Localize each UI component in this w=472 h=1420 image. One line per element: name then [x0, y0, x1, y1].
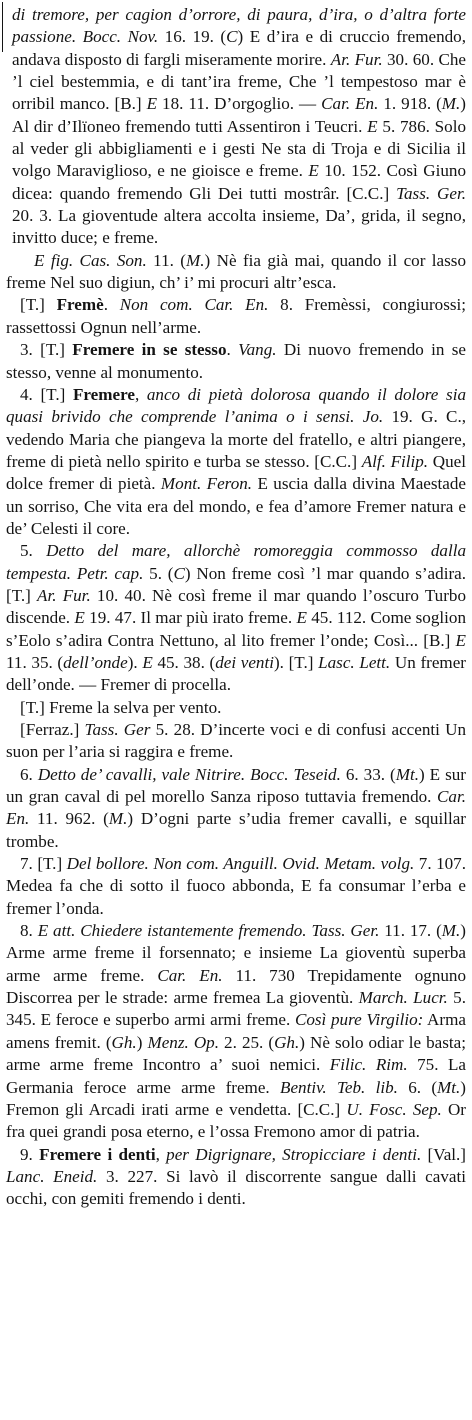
- entry-selva: [T.] Freme la selva per vento.: [20, 697, 222, 717]
- entry-sense-4: 4. [T.] Fremere, anco di pietà dolorosa quando il dolore sia quasi brivido che comprende l’anima o i sensi. Jo. 19. G. C., vedendo Maria che piangeva la morte del fratello, e altri piangere, freme di pietà nello spirito e turba se stesso. [C.C.] Alf. Filip. Quel dolce fremer di pietà. Mont. Feron. E uscia dalla divina Maestade un sorriso, Che vita era del mondo, e fea d’amore Fremer natura e de’ Celesti il core.: [6, 384, 466, 538]
- entry-continuation: di tremore, per cagion d’orrore, di paura, d’ira, o d’altra forte passione. Bocc. Nov. 16. 19. (C) E d’ira e di cruccio fremendo, andava disposto di fargli miseramente morire. Ar. Fur. 30. 60. Che ’l ciel bestemmia, e di tant’ira freme, Che ’l tempestoso mar è orribil manco. [B.] E 18. 11. D’orgoglio. — Car. En. 1. 918. (M.) Al dir d’Ilïoneo fremendo tutti Assentiron i Teucri. E 5. 786. Solo al veder gli abbigliamenti e i gesti Ne sta di Troja e di Sicilia il volgo Maraviglioso, e ne gioisce e freme. E 10. 152. Così Giuno dicea: quando fremendo Gli Dei tutti mostrâr. [C.C.] Tass. Ger. 20. 3. La gioventude altera accolta insieme, Da’, grida, il segno, invitto duce; e freme.: [12, 5, 467, 248]
- entry-sense-6: 6. Detto de’ cavalli, vale Nitrire. Bocc. Teseid. 6. 33. (Mt.) E sur un gran caval di pel morello Sanza riposo tuttavia fremendo. Car. En. 11. 962. (M.) D’ogni parte s’udia fremer cavalli, e squillar trombe.: [6, 764, 467, 851]
- entry-sense-5: 5. Detto del mare, allorchè romoreggia commosso dalla tempesta. Petr. cap. 5. (C) Non freme così ’l mar quando s’adira. [T.] Ar. Fur. 10. 40. Nè così freme il mar quando l’oscuro Turbo discende. E 19. 47. Il mar più irato freme. E 45. 112. Come soglion s’Eolo s’adira Contra Nettuno, al lito fremer l’onde; Così... [B.] E 11. 35. (dell’onde). E 45. 38. (dei venti). [T.] Lasc. Lett. Un fremer dell’onde. — Fremer di procella.: [6, 541, 466, 695]
- entry-figurative: E fig. Cas. Son. 11. (M.) Nè fia già mai, quando il cor lasso freme Nel suo digiun, ch’ i’ mi procuri altr’esca.: [6, 250, 466, 293]
- entry-sense-8: 8. E att. Chiedere istantemente fremendo. Tass. Ger. 11. 17. (M.) Arme arme freme il forsennato; e insieme La gioventù superba arme arme freme. Car. En. 11. 730 Trepidamente ognuno Discorrea per le strade: arme fremea La gioventù. March. Lucr. 5. 345. E feroce e superbo armi armi freme. Così pure Virgilio: Arma amens fremit. (Gh.) Menz. Op. 2. 25. (Gh.) Nè solo odiar le basta; arme arme freme Incontro a’ suoi nemici. Filic. Rim. 75. La Germania feroce arme arme freme. Bentiv. Teb. lib. 6. (Mt.) Fremon gli Arcadi irati arme e vendetta. [C.C.] U. Fosc. Sep. Or fra quei grandi posa eterno, e l’ossa Fremono amor di patria.: [6, 921, 467, 1142]
- column-rule: [2, 2, 3, 52]
- entry-freme-variant: [T.] Fremè. Non com. Car. En. 8. Fremèssi, congiurossi; rassettossi Ognun nell’arme.: [6, 295, 467, 337]
- entry-sense-3: 3. [T.] Fremere in se stesso. Vang. Di nuovo fremendo in se stesso, venne al monumento.: [6, 340, 466, 382]
- entry-sense-7: 7. [T.] Del bollore. Non com. Anguill. Ovid. Metam. volg. 7. 107. Medea fa che di sotto il fuoco abbonda, E fa consumar l’erba e fremer l’onda.: [6, 854, 466, 918]
- entry-sense-9: 9. Fremere i denti, per Digrignare, Stropicciare i denti. [Val.] Lanc. Eneid. 3. 227. Si lavò il discorrente sangue dalli cavati occhi, con gemiti fremendo i denti.: [6, 1144, 466, 1209]
- entry-ferraz: [Ferraz.] Tass. Ger 5. 28. D’incerte voci e di confusi accenti Un suon per l’aria si raggira e freme.: [6, 720, 466, 762]
